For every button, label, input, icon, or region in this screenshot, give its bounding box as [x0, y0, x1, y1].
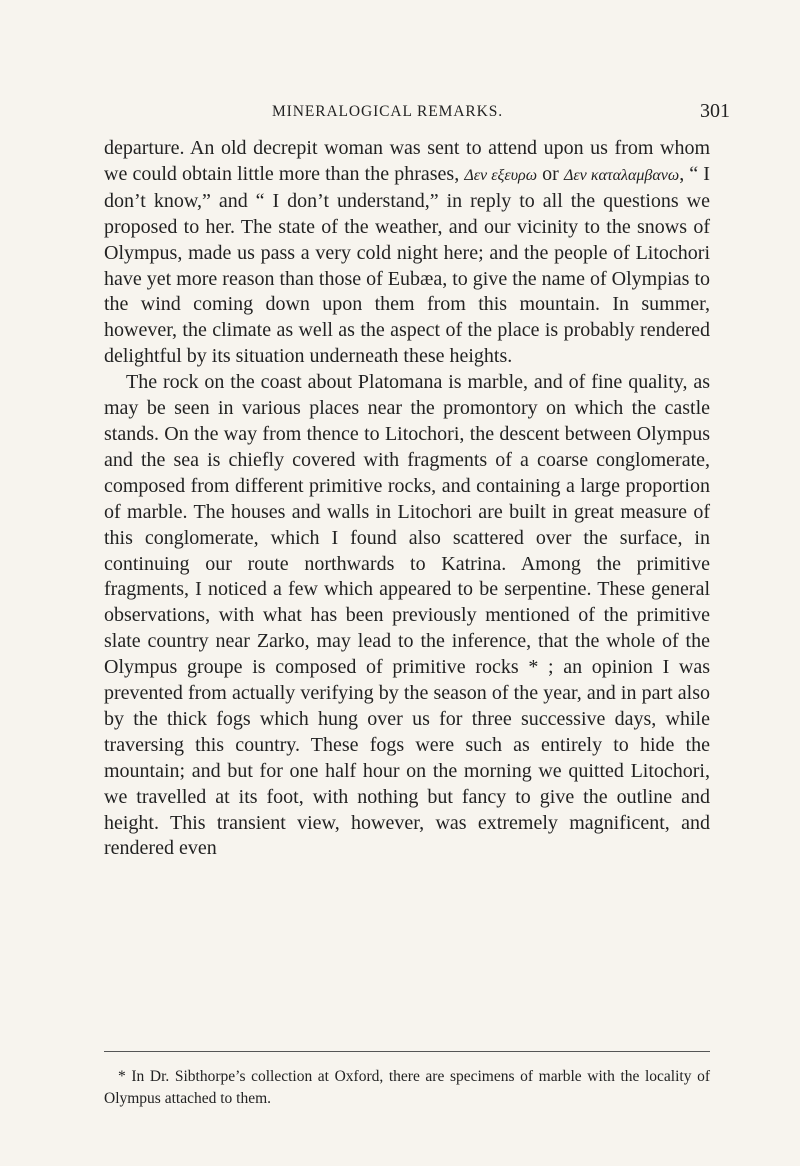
running-head: MINERALOGICAL REMARKS. — [272, 103, 504, 120]
greek-phrase-2: Δεν καταλαμβανω — [563, 166, 680, 184]
greek-phrase-1: Δεν εξευρω — [464, 166, 538, 184]
paragraph-1 — [104, 137, 710, 367]
paragraph-1-part-a: departure. An old decrepit woman was sent to attend upon us from whom we could obtain little more than the phrases, — [104, 137, 710, 185]
paragraph-1-part-b: or — [537, 162, 564, 185]
body-text — [104, 136, 710, 862]
footnote-rule — [104, 1051, 710, 1052]
page-number: 301 — [700, 100, 730, 122]
paragraph-1-part-c: , “ I don’t know,” and “ I don’t understand,” in reply to all the questions we proposed to her. The state of the weather, and our vicinity to the snows of Olympus, made us pass a very cold night here; and the people of Litochori have yet more reason than those of Eubæa, to give the name of Olympias to the wind coming down upon them from this mountain. In summer, however, the climate as well as the aspect of the place is probably rendered delightful by its situation underneath these heights. — [104, 162, 710, 368]
footnote: * In Dr. Sibthorpe’s collection at Oxford, there are specimens of marble with the locality of Olympus attached to them. — [104, 1068, 710, 1107]
paragraph-2: The rock on the coast about Platomana is marble, and of fine quality, as may be seen in various places near the promontory on which the castle stands. On the way from thence to Litochori, the descent between Olympus and the sea is chiefly covered with fragments of a coarse conglomerate, composed from different primitive rocks, and containing a large proportion of marble. The houses and walls in Litochori are built in great measure of this conglomerate, which I found also scattered over the surface, in continuing our route northwards to Katrina. Among the primitive fragments, I noticed a few which appeared to be serpentine. These general observations, with what has been previously mentioned of the primitive slate country near Zarko, may lead to the inference, that the whole of the Olympus groupe is composed of primitive rocks * ; an opinion I was prevented from actually verifying by the season of the year, and in part also by the thick fogs which hung over us for three successive days, while traversing this country. These fogs were such as entirely to hide the mountain; and but for one half hour on the morning we quitted Litochori, we travelled at its foot, with nothing but fancy to give the outline and height. This transient view, however, was extremely magnificent, and rendered even — [104, 371, 710, 860]
